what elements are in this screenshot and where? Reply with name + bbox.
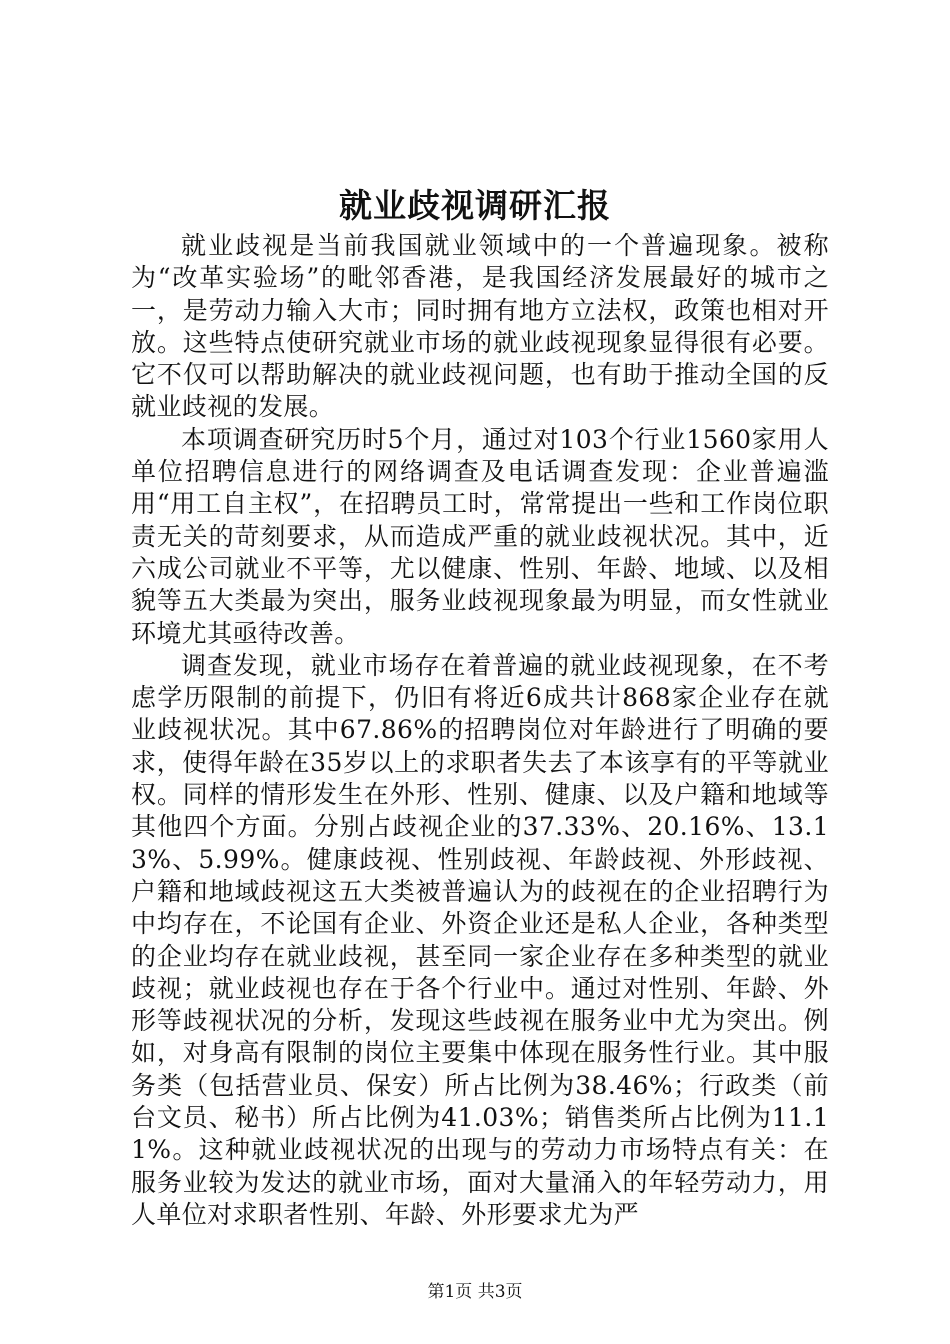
paragraph-survey: 本项调查研究历时5个月，通过对103个行业1560家用人单位招聘信息进行的网络调查及电话调查发现：企业普遍滥用“用工自主权”，在招聘员工时，常常提出一些和工作岗位职责无关的苛刻要求，从而造成严重的就业歧视状况。其中，近六成公司就业不平等，尤以健康、性别、年龄、地域、以及相貌等五大类最为突出，服务业歧视现象最为明显，而女性就业环境尤其亟待改善。 — [131, 424, 829, 648]
paragraph-findings: 调查发现，就业市场存在着普遍的就业歧视现象，在不考虑学历限制的前提下，仍旧有将近6成共计868家企业存在就业歧视状况。其中67.86%的招聘岗位对年龄进行了明确的要求，使得年龄在35岁以上的求职者失去了本该享有的平等就业权。同样的情形发生在外形、性别、健康、以及户籍和地域等其他四个方面。分别占歧视企业的37.33%、20.16%、13.13%、5.99%。健康歧视、性别歧视、年龄歧视、外形歧视、户籍和地域歧视这五大类被普遍认为的歧视在的企业招聘行为中均存在，不论国有企业、外资企业还是私人企业，各种类型的企业均存在就业歧视，甚至同一家企业存在多种类型的就业歧视；就业歧视也存在于各个行业中。通过对性别、年龄、外形等歧视状况的分析，发现这些歧视在服务业中尤为突出。例如，对身高有限制的岗位主要集中体现在服务性行业。其中服务类（包括营业员、保安）所占比例为38.46%；行政类（前台文员、秘书）所占比例为41.03%；销售类所占比例为11.11%。这种就业歧视状况的出现与的劳动力市场特点有关：在服务业较为发达的就业市场，面对大量涌入的年轻劳动力，用人单位对求职者性别、年龄、外形要求尤为严 — [131, 650, 829, 1229]
page-number-footer: 第1页 共3页 — [427, 1282, 523, 1302]
paragraph-intro: 就业歧视是当前我国就业领域中的一个普遍现象。被称为“改革实验场”的毗邻香港，是我国经济发展最好的城市之一，是劳动力输入大市；同时拥有地方立法权，政策也相对开放。这些特点使研究就业市场的就业歧视现象显得很有必要。它不仅可以帮助解决的就业歧视问题，也有助于推动全国的反就业歧视的发展。 — [131, 231, 829, 422]
document-body — [131, 230, 829, 1231]
document-title: 就业歧视调研汇报 — [339, 186, 611, 225]
